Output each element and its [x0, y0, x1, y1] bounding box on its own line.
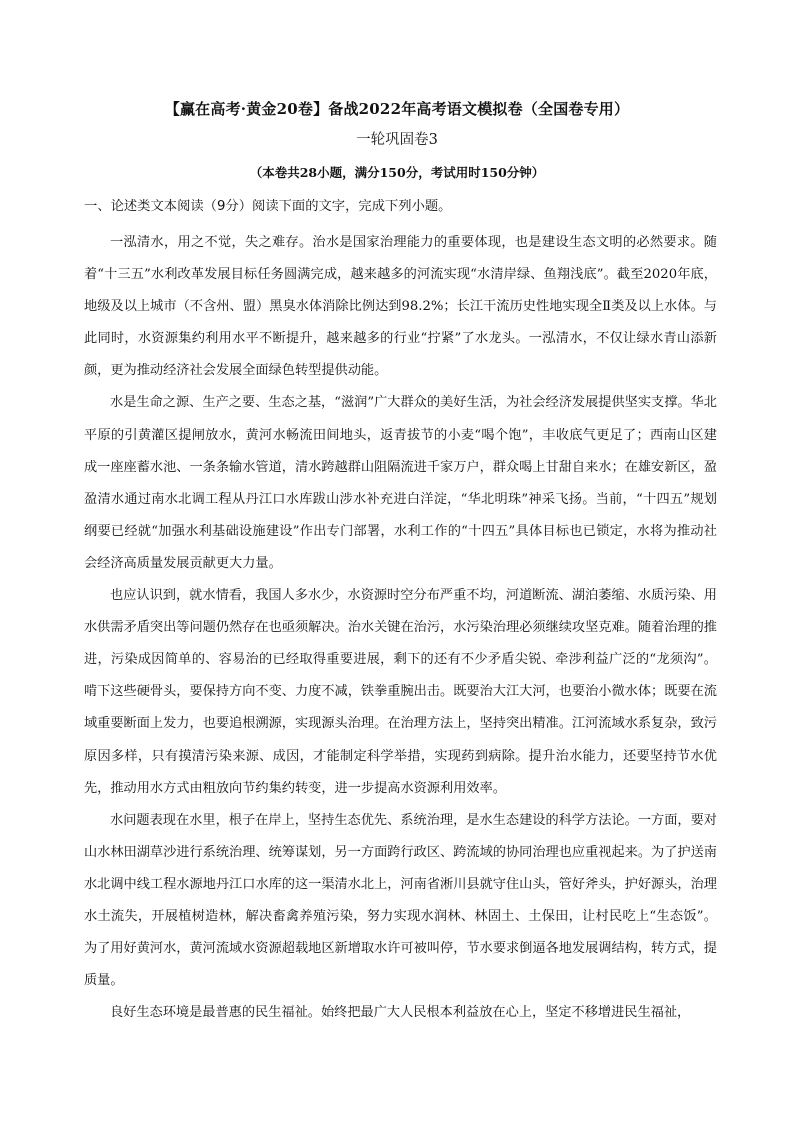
- reading-passage: [84, 227, 717, 1029]
- passage-paragraph-5: 良好生态环境是最普惠的民生福祉。始终把最广大人民根本利益放在心上，坚定不移增进民生福祉，: [110, 1005, 691, 1021]
- exam-title: 【赢在高考·黄金20卷】备战2022年高考语文模拟卷（全国卷专用）: [164, 100, 630, 118]
- passage-paragraph-2: 水是生命之源、生产之要、生态之基，“滋润”广大群众的美好生活，为社会经济发展提供坚实支撑。华北平原的引黄灌区提闸放水，黄河水畅流田间地头，返青拔节的小麦“喝个饱”，丰收底气更足了；西南山区建成一座座蓄水池、一条条输水管道，清水跨越群山阻隔流进千家万户，群众喝上甘甜自来水；在雄安新区，盈盈清水通过南水北调工程从丹江口水库跋山涉水补充进白洋淀，“华北明珠”神采飞扬。当前，“十四五”规划纲要已经就“加强水利基础设施建设”作出专门部署，水利工作的“十四五”具体目标也已锁定，水将为推动社会经济高质量发展贡献更大力量。: [84, 395, 717, 571]
- passage-paragraph-4: 水问题表现在水里，根子在岸上，坚持生态优先、系统治理，是水生态建设的科学方法论。一方面，要对山水林田湖草沙进行系统治理、统筹谋划，另一方面跨行政区、跨流域的协同治理也应重视起来。为了护送南水北调中线工程水源地丹江口水库的这一渠清水北上，河南省淅川县就守住山头，管好斧头，护好源头，治理水土流失，开展植树造林，解决畜禽养殖污染，努力实现水润林、林固土、土保田，让村民吃上“生态饭”。为了用好黄河水，黄河流域水资源超载地区新增取水许可被叫停，节水要求倒逼各地发展调结构，转方式，提质量。: [84, 812, 717, 989]
- exam-subtitle: 一轮巩固卷3: [356, 132, 438, 148]
- section-heading: 一、论述类文本阅读（9分）阅读下面的文字，完成下列小题。: [84, 199, 452, 214]
- exam-note: （本卷共28小题，满分150分，考试用时150分钟）: [249, 165, 545, 180]
- passage-paragraph-3: 也应认识到，就水情看，我国人多水少，水资源时空分布严重不均，河道断流、湖泊萎缩、水质污染、用水供需矛盾突出等问题仍然存在也亟须解决。治水关键在治污，水污染治理必须继续攻坚克难。随着治理的推进，污染成因简单的、容易治的已经取得重要进展，剩下的还有不少矛盾尖锐、牵涉利益广泛的“龙须沟”。啃下这些硬骨头，要保持方向不变、力度不减，铁拳重腕出击。既要治大江大河，也要治小微水体；既要在流域重要断面上发力，也要追根溯源，实现源头治理。在治理方法上，坚持突出精准。江河流域水系复杂，致污原因多样，只有摸清污染来源、成因，才能制定科学举措，实现药到病除。提升治水能力，还要坚持节水优先，推动用水方式由粗放向节约集约转变，进一步提高水资源利用效率。: [84, 588, 717, 796]
- passage-paragraph-1: 一泓清水，用之不觉，失之难存。治水是国家治理能力的重要体现，也是建设生态文明的必然要求。随着“十三五”水利改革发展目标任务圆满完成，越来越多的河流实现“水清岸绿、鱼翔浅底”。截至2020年底，地级及以上城市（不含州、盟）黑臭水体消除比例达到98.2%；长江干流历史性地实现全Ⅱ类及以上水体。与此同时，水资源集约利用水平不断提升，越来越多的行业“拧紧”了水龙头。一泓清水，不仅让绿水青山添新颜，更为推动经济社会发展全面绿色转型提供动能。: [84, 235, 717, 379]
